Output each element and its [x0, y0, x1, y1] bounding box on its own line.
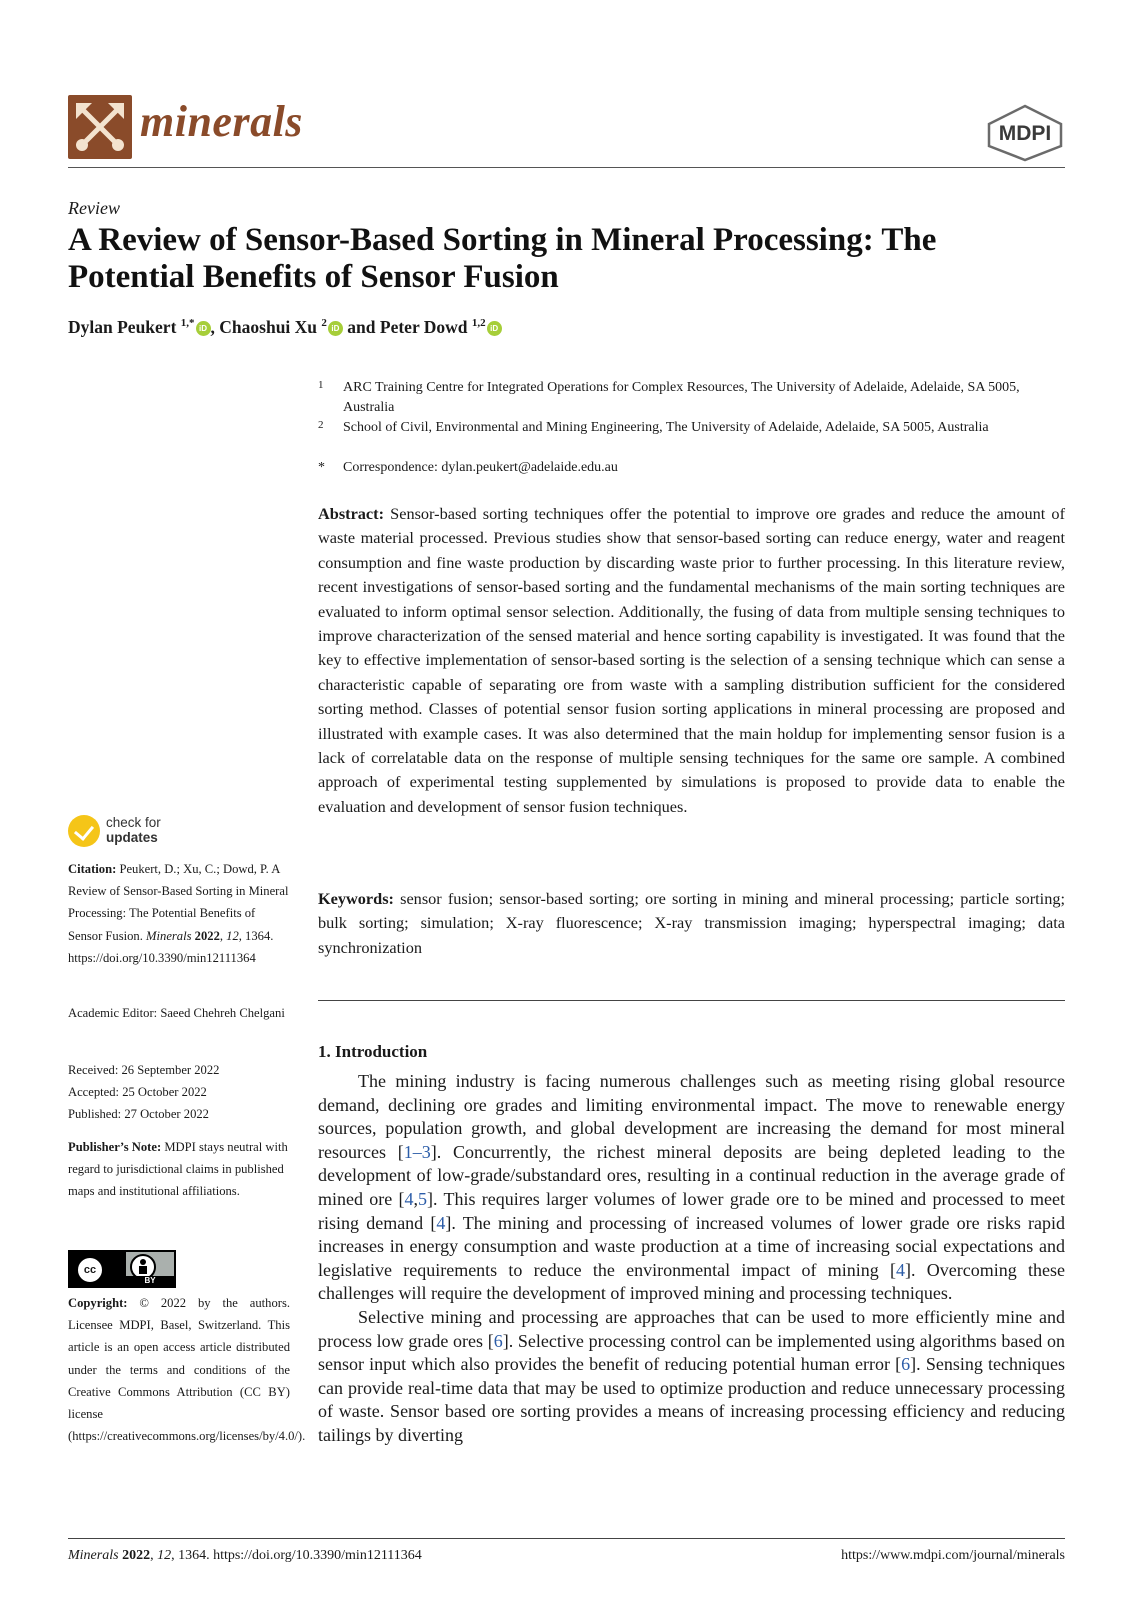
check-updates-icon: [68, 815, 100, 847]
check-updates-button[interactable]: [68, 815, 228, 855]
affiliation-mark: 1: [318, 379, 324, 391]
section-heading: 1. Introduction: [318, 1042, 428, 1061]
author-affiliation-mark: 1,*: [180, 317, 195, 330]
author-name: Dylan Peukert: [68, 317, 177, 337]
published-date: Published: 27 October 2022: [68, 1107, 209, 1121]
correspondence-text: Correspondence: dylan.peukert@adelaide.edu.au: [343, 460, 618, 475]
body-text: Selective mining and processing are approaches that can be used to more efficiently mine and process low grade ores [: [318, 1306, 1065, 1351]
footer-doi[interactable]: , 1364. https://doi.org/10.3390/min12111364: [171, 1548, 422, 1563]
citation-label: Citation:: [68, 862, 117, 876]
footer-journal: Minerals: [68, 1548, 119, 1563]
body-paragraph: [318, 1306, 1065, 1448]
reference-link[interactable]: 5: [418, 1188, 428, 1209]
cc-by-license-icon[interactable]: [68, 1250, 176, 1288]
received-date: Received: 26 September 2022: [68, 1063, 220, 1077]
publisher-note-text: MDPI stays neutral with regard to jurisdictional claims in published maps and institutional affiliations.: [68, 1140, 288, 1199]
mdpi-logo-text: MDPI: [998, 122, 1052, 145]
body-text: ]. Concurrently, the richest mineral deposits are being depleted leading to the development of low-grade/substandard ores, resulting in a continual reduction in the average grade of mined ore [: [318, 1141, 1065, 1209]
body-text: ,: [413, 1188, 419, 1209]
reference-link[interactable]: 6: [493, 1330, 503, 1351]
correspondence-mark: *: [318, 460, 325, 475]
keywords: [318, 887, 1065, 960]
author-name: Chaoshui Xu: [219, 317, 318, 337]
orcid-icon[interactable]: iD: [328, 321, 343, 336]
reference-link[interactable]: 4: [404, 1188, 414, 1209]
citation-year: 2022: [194, 928, 220, 943]
keywords-label: Keywords:: [318, 889, 394, 908]
footer-volume: 12: [157, 1548, 172, 1563]
article-type: Review: [68, 198, 120, 218]
accepted-date: Accepted: 25 October 2022: [68, 1085, 207, 1099]
citation-volume: 12: [226, 928, 239, 943]
reference-link[interactable]: 4: [436, 1212, 446, 1233]
article-title: A Review of Sensor-Based Sorting in Mineral Processing: The Potential Benefits of Sensor Fusion: [68, 222, 937, 295]
footer-journal-url[interactable]: https://www.mdpi.com/journal/minerals: [841, 1548, 1065, 1563]
body-text: ]. The mining and processing of increased volumes of lower grade ore risks rapid increases in energy consumption and waste production at a time of increasing social expectations and legislative requirements to reduce the environmental impact of mining [: [318, 1212, 1066, 1280]
academic-editor: Academic Editor: Saeed Chehreh Chelgani: [68, 1006, 285, 1020]
author-name: Peter Dowd: [379, 317, 468, 337]
copyright-label: Copyright:: [68, 1296, 128, 1310]
minerals-logo-icon: [68, 95, 132, 159]
copyright: [68, 1292, 306, 1447]
citation-journal: Minerals: [146, 928, 192, 943]
affiliation-text: ARC Training Centre for Integrated Operations for Complex Resources, The University of Adelaide, Adelaide, SA 5005, Australia: [343, 380, 1020, 415]
body-text: ]. Overcoming these challenges will require the development of improved mining and processing techniques.: [318, 1259, 1065, 1304]
abstract: [318, 502, 1065, 819]
footer-citation: Minerals 2022, 12, 1364. https://doi.org/10.3390/min12111364: [68, 1548, 422, 1563]
author-affiliation-mark: 1,2: [471, 317, 486, 330]
author-conjunction: and: [342, 317, 380, 337]
section-divider: [318, 1000, 1065, 1001]
footer-divider: [68, 1538, 1065, 1539]
orcid-icon[interactable]: iD: [196, 321, 211, 336]
journal-name: minerals: [140, 97, 303, 146]
author-list: [68, 317, 502, 338]
author-separator: ,: [210, 317, 220, 337]
affiliation-text: School of Civil, Environmental and Mining Engineering, The University of Adelaide, Adelaide, SA 5005, Australia: [343, 420, 989, 435]
introduction-body: [318, 1070, 1065, 1448]
footer-year: 2022: [122, 1548, 151, 1563]
affiliation-mark: 2: [318, 419, 324, 431]
author-affiliation-mark: 2: [321, 317, 327, 330]
citation-text: Peukert, D.; Xu, C.; Dowd, P. A Review of Sensor-Based Sorting in Mineral Processing: The Potential Benefits of Sensor Fusion.: [68, 862, 289, 943]
reference-link[interactable]: 4: [896, 1259, 906, 1280]
reference-link[interactable]: 6: [901, 1354, 911, 1375]
body-text: ]. This requires larger volumes of lower grade ore to be mined and processed to meet rising demand [: [318, 1188, 1066, 1233]
body-text: ]. Selective processing control can be implemented using algorithms based on sensor input which also provides the benefit of reducing potential human error [: [318, 1330, 1066, 1375]
orcid-icon[interactable]: iD: [487, 321, 502, 336]
reference-link[interactable]: 1–3: [403, 1141, 431, 1162]
abstract-text: Sensor-based sorting techniques offer the potential to improve ore grades and reduce the amount of waste material processed. Previous studies show that sensor-based sorting can reduce energy, water and reagent consumption and fine waste production by discarding waste prior to further processing. In this literature review, recent investigations of sensor-based sorting and the fundamental mechanisms of the main sorting techniques are evaluated to inform optimal sensor selection. Additionally, the fusing of data from multiple sensing techniques to improve characterization of the sensed material and hence sorting capability is investigated. It was found that the key to effective implementation of sensor-based sorting is the selection of a sensing technique which can sense a characteristic capable of separating ore from waste with a sampling distribution sufficient for the considered sorting method. Classes of potential sensor fusion sorting applications in mineral processing are proposed and illustrated with example cases. It was also determined that the main holdup for implementing sensor fusion is a lack of correlatable data on the response of multiple sensing techniques for the same ore sample. A combined approach of experimental testing supplemented by simulations is proposed to provide data to enable the evaluation and development of sensor fusion techniques.: [318, 504, 1065, 816]
keywords-text: sensor fusion; sensor-based sorting; ore sorting in mining and mineral processing; particle sorting; bulk sorting; simulation; X-ray fluorescence; X-ray transmission imaging; hyperspectral imaging; data synchronization: [318, 889, 1066, 957]
by-label: BY: [126, 1276, 174, 1286]
body-text: ]. Sensing techniques can provide real-time data that may be used to optimize production and reduce unnecessary processing of waste. Sensor based ore sorting provides a means of increasing processing efficiency and reducing tailings by diverting: [318, 1354, 1065, 1445]
citation: Citation: Peukert, D.; Xu, C.; Dowd, P. A Review of Sensor-Based Sorting in Mineral Processing: The Potential Benefits of Sensor Fusion. Minerals 2022, 12, 1364. https://doi.org/10.3390/min12111364: [68, 862, 289, 965]
header-divider: [68, 167, 1065, 168]
check-updates-label: updates: [106, 830, 158, 845]
abstract-label: Abstract:: [318, 504, 385, 523]
publisher-note-label: Publisher’s Note:: [68, 1140, 162, 1154]
check-updates-label: check for: [106, 815, 161, 830]
citation-doi[interactable]: , 1364. https://doi.org/10.3390/min12111364: [68, 928, 274, 965]
mdpi-logo-icon: [985, 104, 1065, 162]
body-text: The mining industry is facing numerous challenges such as meeting rising global resource demand, declining ore grades and limiting environmental impact. The move to renewable energy sources, population growth, and global development are increasing the demand for most mineral resources [: [318, 1071, 1065, 1162]
body-paragraph: [318, 1070, 1065, 1306]
publisher-note: [68, 1136, 290, 1203]
cc-icon: cc: [76, 1256, 104, 1284]
copyright-text: © 2022 by the authors. Licensee MDPI, Basel, Switzerland. This article is an open access article distributed under the terms and conditions of the Creative Commons Attribution (CC BY) license (https://creativecommons.org/licenses/by/4.0/).: [68, 1296, 306, 1444]
